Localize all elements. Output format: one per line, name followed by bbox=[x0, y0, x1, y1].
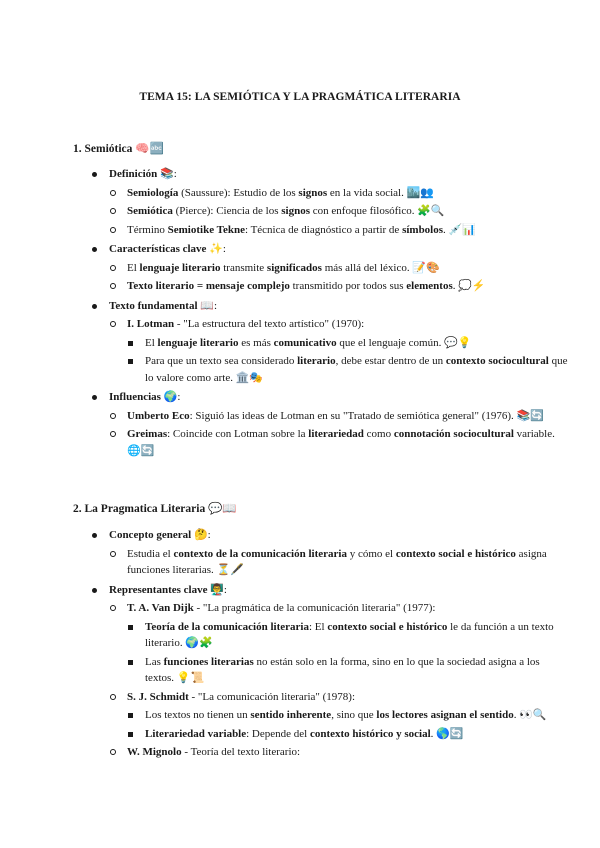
bold-term: W. Mignolo bbox=[127, 746, 182, 758]
text: como bbox=[363, 428, 394, 440]
bold-term: lenguaje literario bbox=[139, 261, 221, 274]
item-suffix: ✨: bbox=[206, 243, 226, 255]
text: asigna funciones literarias. ⏳🖋️ bbox=[127, 547, 547, 576]
section-heading-semiotica: 1. Semiótica 🧠🔤 bbox=[73, 143, 164, 155]
bold-term: T. A. Van Dijk bbox=[127, 602, 194, 614]
texto-sublist bbox=[109, 316, 571, 386]
bold-term: sentido inherente bbox=[250, 709, 332, 721]
text: en la vida social. 🏙️👥 bbox=[327, 186, 434, 199]
bold-term: contexto social e histórico bbox=[395, 547, 516, 560]
text: : El bbox=[308, 620, 328, 633]
semiotica-list bbox=[91, 166, 571, 462]
van-dijk-sublist bbox=[127, 619, 571, 687]
text: , sino que bbox=[331, 709, 377, 721]
text: transmitido por todos sus bbox=[289, 280, 407, 292]
text: . 👀🔍 bbox=[513, 709, 547, 721]
item-suffix: 👨‍🏫: bbox=[207, 583, 227, 596]
item-label: Características clave bbox=[109, 243, 207, 255]
bold-term: contexto de la comunicación literaria bbox=[173, 547, 347, 560]
text: le da función a un texto literario. 🌍🧩 bbox=[145, 620, 554, 649]
item-suffix: 📖: bbox=[197, 299, 218, 312]
bold-term: Semiotike Tekne bbox=[167, 223, 245, 236]
text: . 💉📊 bbox=[443, 223, 476, 236]
list-item bbox=[127, 654, 571, 687]
text: , debe estar dentro de un bbox=[335, 355, 446, 367]
text: es más bbox=[238, 336, 274, 349]
bold-term: Semiología bbox=[127, 186, 179, 199]
list-item-influencias bbox=[91, 389, 571, 459]
list-item bbox=[127, 353, 571, 386]
text: Término bbox=[127, 223, 168, 236]
influencias-sublist bbox=[109, 408, 571, 460]
list-item-van-dijk bbox=[109, 600, 571, 687]
list-item-schmidt bbox=[109, 689, 571, 743]
text: El bbox=[127, 261, 140, 274]
text: que el lenguaje común. 💬💡 bbox=[336, 336, 472, 349]
item-suffix: 🌍: bbox=[160, 391, 181, 403]
list-item-mignolo bbox=[109, 744, 571, 761]
bold-term: funciones literarias bbox=[163, 655, 254, 668]
text: que lo valore como arte. 🏛️🎭 bbox=[145, 355, 568, 384]
text: - "La estructura del texto artístico" (1970): bbox=[174, 318, 365, 330]
text: y cómo el bbox=[346, 547, 396, 560]
bold-term: símbolos bbox=[402, 223, 444, 236]
list-item bbox=[127, 335, 571, 352]
list-item-texto-fundamental bbox=[91, 298, 571, 387]
lotman-sublist bbox=[127, 335, 571, 387]
text: transmite bbox=[220, 261, 267, 274]
item-suffix: 📚: bbox=[157, 168, 177, 180]
bold-term: literariedad bbox=[308, 428, 364, 440]
text: : Técnica de diagnóstico a partir de bbox=[244, 223, 403, 236]
bold-term: Teoría de la comunicación literaria bbox=[145, 620, 309, 633]
bold-term: elementos bbox=[406, 280, 453, 292]
list-item-concepto-general bbox=[91, 527, 571, 579]
list-item bbox=[109, 408, 571, 425]
bold-term: Greimas bbox=[127, 428, 168, 440]
text: (Pierce): Ciencia de los bbox=[172, 205, 282, 217]
text: . 🌎🔄 bbox=[430, 727, 464, 740]
text: - "La comunicación literaria" (1978): bbox=[188, 690, 356, 703]
pragmatica-list bbox=[91, 527, 571, 764]
text: no están solo en la forma, sino en lo que la sociedad asigna a los textos. 💡📜 bbox=[145, 655, 540, 684]
bold-term: contexto histórico y social bbox=[309, 727, 431, 740]
page-title: TEMA 15: LA SEMIÓTICA Y LA PRAGMÁTICA LITERARIA bbox=[139, 91, 461, 103]
list-item bbox=[109, 316, 571, 386]
item-label: Definición bbox=[109, 168, 158, 180]
list-item bbox=[109, 203, 571, 220]
list-item bbox=[109, 185, 571, 202]
text: más allá del léxico. 📝🎨 bbox=[321, 261, 440, 274]
text: Las bbox=[145, 655, 164, 668]
list-item bbox=[109, 222, 571, 239]
section-heading-pragmatica: 2. La Pragmatica Literaria 💬📖 bbox=[73, 503, 237, 515]
bold-term: comunicativo bbox=[273, 336, 337, 349]
item-label: Representantes clave bbox=[109, 583, 208, 596]
bold-term: Semiótica bbox=[127, 205, 173, 217]
bold-term: connotación sociocultural bbox=[393, 428, 514, 440]
bold-term: Umberto Eco bbox=[127, 409, 190, 422]
bold-term: Literariedad variable bbox=[145, 727, 247, 740]
bold-term: signos bbox=[298, 186, 328, 199]
list-item bbox=[109, 278, 571, 295]
representantes-sublist bbox=[109, 600, 571, 761]
bold-term: contexto social e histórico bbox=[327, 620, 448, 633]
list-item bbox=[127, 726, 571, 743]
bold-term: significados bbox=[266, 261, 322, 274]
text: . 💭⚡ bbox=[452, 280, 486, 292]
concepto-sublist bbox=[109, 546, 571, 579]
bold-term: Texto literario = mensaje complejo bbox=[127, 280, 290, 292]
schmidt-sublist bbox=[127, 707, 571, 742]
bold-term: los lectores asignan el sentido bbox=[376, 709, 514, 721]
bold-term: literario bbox=[297, 355, 336, 367]
bold-term: contexto sociocultural bbox=[445, 355, 549, 367]
text: - Teoría del texto literario: bbox=[181, 746, 301, 758]
list-item bbox=[127, 707, 571, 724]
text: : Coincide con Lotman sobre la bbox=[167, 428, 309, 440]
bold-term: I. Lotman bbox=[127, 318, 175, 330]
text: : Siguió las ideas de Lotman en su "Tratado de semiótica general" (1976). 📚🔄 bbox=[189, 409, 544, 422]
text: variable. 🌐🔄 bbox=[127, 428, 555, 457]
definicion-sublist bbox=[109, 185, 571, 239]
list-item bbox=[109, 546, 571, 579]
bold-term: signos bbox=[281, 205, 311, 217]
item-suffix: 🤔: bbox=[191, 529, 211, 541]
item-label: Influencias bbox=[109, 391, 161, 403]
item-label: Concepto general bbox=[109, 529, 192, 541]
text: El bbox=[145, 336, 158, 349]
text: Estudia el bbox=[127, 547, 174, 560]
text: : Depende del bbox=[246, 727, 310, 740]
list-item-caracteristicas bbox=[91, 241, 571, 295]
text: con enfoque filosófico. 🧩🔍 bbox=[310, 205, 445, 217]
list-item bbox=[109, 260, 571, 277]
bold-term: lenguaje literario bbox=[157, 336, 239, 349]
list-item bbox=[109, 426, 571, 459]
text: (Saussure): Estudio de los bbox=[178, 186, 299, 199]
text: Los textos no tienen un bbox=[145, 709, 251, 721]
list-item-representantes bbox=[91, 582, 571, 761]
list-item-definicion bbox=[91, 166, 571, 238]
list-item bbox=[127, 619, 571, 652]
caracteristicas-sublist bbox=[109, 260, 571, 295]
text: Para que un texto sea considerado bbox=[145, 355, 298, 367]
item-label: Texto fundamental bbox=[109, 299, 198, 312]
text: - "La pragmática de la comunicación literaria" (1977): bbox=[193, 602, 436, 614]
bold-term: S. J. Schmidt bbox=[127, 690, 189, 703]
